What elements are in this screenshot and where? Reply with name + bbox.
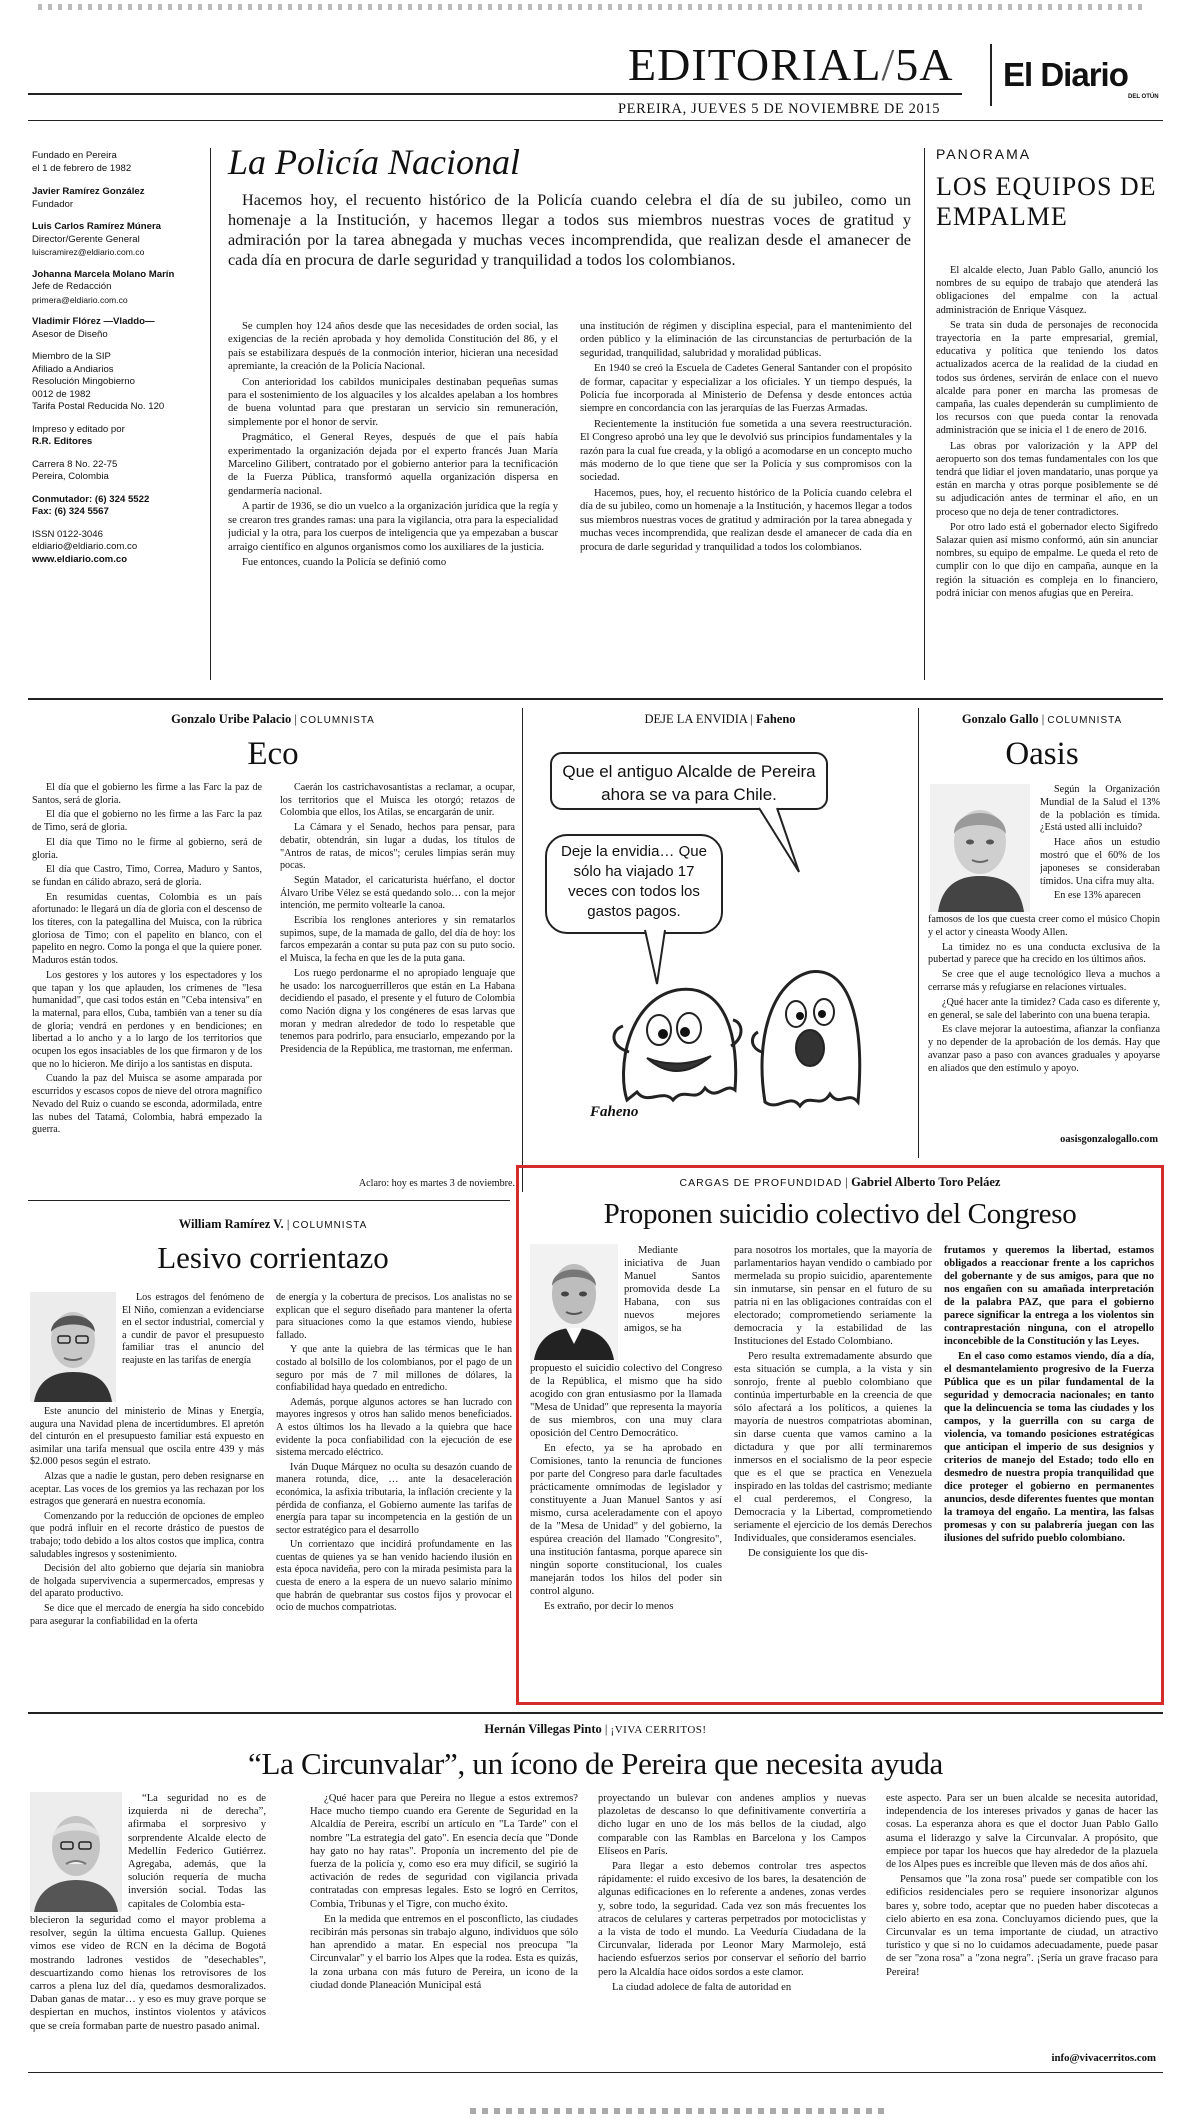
paragraph: La Cámara y el Senado, hechos para pensar, para debatir, obtendrán, sin lugar a dudas, los títulos de "Antros de ratas, de micos"; cerules limpias serán muy pocas. (280, 822, 515, 872)
author-name: Gonzalo Gallo (961, 712, 1039, 726)
cartoon-signature: Faheno (590, 1104, 639, 1120)
cartoon-author: Faheno (755, 712, 796, 726)
eco-col-2 (280, 782, 515, 1174)
staff-person (32, 186, 202, 211)
paragraph: ¿Qué hacer para que Pereira no llegue a estos extremos? Hace mucho tiempo cuando era Gerente de Seguridad en la Alcaldía de Pereira, escribí un artículo en "La Tarde" con el nombre "La estrategia del gato". En esencia decía que "Donde hay gato no hay ratas". Proponía un incremento del pie de fuerza de la policía y, como eso era muy difícil, se sugirió la activación de redes de seguridad con vigilancia privada contratadas con empresas legales. Esto se logró en Cerritos, Combia, Tribunas y el Tigre, con mucho éxito. (310, 1793, 578, 1910)
circunvalar-byline: Hernán Villegas Pinto | ¡VIVA CERRITOS! (484, 1722, 707, 1736)
oasis-website[interactable]: oasisgonzalogallo.com (1060, 1134, 1158, 1145)
staff-box (32, 150, 202, 566)
page-number: 5A (895, 39, 954, 90)
staff-person (32, 221, 202, 259)
paragraph: este aspecto. Para ser un buen alcalde se necesita autoridad, independencia de los intereses privados y ganas de hacer las cosas. La esperanza ahora es que el doctor Juan Pablo Gallo asuma el liderazgo y salve la Circunvalar. A propósito, que empiece por tapar los huecos que hay alrededor de la plazuela de los Alpes pues es increíble que lleven más de dos años ahí. (886, 1793, 1158, 1871)
cartoon-heading: DEJE LA ENVIDIA (644, 712, 748, 726)
top-perforation (38, 4, 1148, 10)
paragraph: Caerán los castrichavosantistas a reclamar, a ocupar, los territorios que el Muisca les otorgó; retazos de Colombia que ellos, los Atilas, se encargarán de unir. (280, 782, 515, 819)
panorama-body (936, 264, 1158, 679)
paragraph: Iván Duque Márquez no oculta su desazón cuando de manera rotunda, dice, … ante la desaceleración económica, la asfixia tributaria, la inflación creciente y la pérdida de confianza, el Gobierno aumente las tarifas de energía para tapar su incompetencia en la gestión de un sector estratégico para el desarrollo (276, 1461, 512, 1536)
bottom-rule (28, 2072, 1163, 2073)
author-name: Hernán Villegas Pinto (484, 1722, 602, 1736)
circunvalar-col-4 (886, 1792, 1158, 2052)
membership-line: Resolución Mingobierno (32, 376, 135, 387)
cargas-col-2 (734, 1244, 932, 1698)
paragraph: Además, porque algunos actores se han lucrado con mayores ingresos y otros han salido menos beneficiados. A estos últimos los ha llevado a la quiebra que hace evidente la poca confiabilidad con la ejecución de ese sistema mercado eléctrico. (276, 1396, 512, 1459)
printing-line: Impreso y editado por (32, 423, 125, 435)
contact-email[interactable]: eldiario@eldiario.com.co (32, 541, 138, 552)
author-name: William Ramírez V. (178, 1217, 284, 1231)
paragraph: “La seguridad no es de izquierda ni de derecha”, afirmaba el sorpresivo y sorprendente Alcalde electo de Medellín Federico Gutiérrez. Agregaba, además, que la solución requería de mucha inversión social. Todas las capitales de Colombia esta- (128, 1793, 266, 1910)
lesivo-byline: William Ramírez V. | COLUMNISTA (178, 1217, 368, 1231)
paragraph: Cuando la paz del Muisca se asome amparada por escurridos y escasos copos de nieve del otrora magnífico Nevado del Ruiz o cuando se esconda, adormilada, entre las nubes del Tatamá, Colombia, habrá empezado la guerra. (32, 1073, 262, 1136)
membership-line: 0012 de 1982 (32, 388, 91, 400)
contact (32, 494, 202, 519)
paragraph: Según Matador, el caricaturista huérfano, el doctor Álvaro Uribe Vélez se está quedando solo… con la mejor intención, me permito voltearle la canoa. (280, 874, 515, 912)
masthead-rule-bottom (28, 120, 1163, 121)
cartoon-divider-left (522, 708, 523, 1192)
author-name: Gabriel Alberto Toro Peláez (851, 1175, 1001, 1189)
staff-email[interactable]: primera@eldiario.com.co (32, 294, 128, 305)
paragraph: En el caso como estamos viendo, día a día, el desmantelamiento progresivo de la Fuerza Pública que es un pilar fundamental de la seguridad y democracia nacionales; en tanto que la delincuencia se toma las ciudades y los campos, y la guerrilla con su carga de violencia, va tomando posiciones estratégicas que anticipan el imperio de sus designios y criterios de manejo del Estado; todo ello en desmedro de nuestra propia tranquilidad que dice proteger el gobierno en permanentes anuncios, desde diferentes fuentes que montan la tramoya del engaño. La mentira, las falsas promesas y con su palabrería juegan con las ilusiones del sufrido pueblo colombiano. (944, 1351, 1154, 1544)
section-title (628, 40, 953, 90)
paragraph: de energía y la cobertura de precisos. Los analistas no se explican que el seguro diseñado para mantener la oferta para situaciones como la que estamos viendo, hubiese fallado. (276, 1292, 512, 1341)
paragraph: Se cree que el auge tecnológico lleva a muchos a cerrarse más y refugiarse en relaciones virtuales. (928, 969, 1160, 993)
author-role: COLUMNISTA (1047, 715, 1123, 726)
ghost-left-illustration (607, 960, 747, 1110)
staff-name: Javier Ramírez González (32, 186, 145, 197)
editorial-col-1 (228, 320, 558, 675)
paragraph: Este anuncio del ministerio de Minas y Energía, augura una Navidad plena de incertidumbres. El apretón del cinturón en el presupuesto familiar está expuesto en asimilar una tarifa mensual que oscila entre 439 y más $2.000 pesos según el estrato. (30, 1406, 264, 1468)
paragraph: Fue entonces, cuando la Policía se definió como (242, 556, 447, 568)
paragraph: Hace años un estudio mostró que el 60% de los japoneses se consideraban tímidos. Una cifra muy alta. (1040, 837, 1160, 887)
staff-person (32, 269, 202, 307)
oasis-beside-photo (1040, 784, 1160, 912)
circunvalar-col-3 (598, 1792, 866, 2064)
oasis-body (928, 914, 1160, 1134)
printing (32, 424, 202, 449)
eco-footnote: Aclaro: hoy es martes 3 de noviembre. (358, 1178, 515, 1189)
paragraph: Los ruego perdonarme el no apropiado lenguaje que he usado: los narcoguerrilleros que están en La Habana decidiendo el pasado, el presente y el futuro de Colombia como Nación digna y los congéneres de esas larvas que moran y medran alrededor de todo lo respetable que tenemos para podrirlo, para ensuciarlo, empezando por la Presidencia de la República, me trastornan, me enferman. (280, 967, 515, 1056)
staff-role: Jefe de Redacción (32, 281, 112, 292)
staff-name: Luis Carlos Ramírez Múnera (32, 221, 162, 232)
lesivo-author-photo (30, 1292, 116, 1402)
section-rule-2 (28, 1200, 510, 1201)
paragraph: El alcalde electo, Juan Pablo Gallo, anunció los nombres de su equipo de trabajo que atenderá las obligaciones del empalme con la actual administración de Enrique Vásquez. (936, 265, 1158, 316)
staff-divider (210, 148, 211, 680)
paragraph: para nosotros los mortales, que la mayoría de parlamentarios hayan vendido o cambiado por mermelada su propio suicidio, aparentemente sin inmutarse, sin pensar en el futuro de su patria ni en las obligaciones contraídas con el electorado; comprometiendo seriamente la democracia y la estabilidad de las Instituciones del Estado Colombiano. (734, 1245, 932, 1347)
panorama-kicker: PANORAMA (936, 146, 1032, 162)
masthead-rule-top (28, 93, 962, 95)
website-link[interactable]: www.eldiario.com.co (32, 553, 128, 565)
editorial-title: La Policía Nacional (228, 142, 520, 182)
paragraph: El día que Castro, Timo, Correa, Maduro y Santos, se fundan en cálido abrazo, será de gloria. (32, 864, 262, 888)
ghost-right-illustration (750, 952, 870, 1112)
brand-logo: El Diario (1003, 56, 1128, 93)
paragraph: La ciudad adolece de falta de autoridad en (612, 1981, 792, 1993)
lesivo-title: Lesivo corrientazo (157, 1240, 389, 1275)
paragraph: Comenzando por la reducción de opciones de empleo que podrá influir en el recorte drástico de puestos de trabajo; todo debido a los altos costos que implica, contra saludables ingresos y sostenimiento. (30, 1510, 264, 1560)
membership (32, 351, 202, 414)
paragraph: Las obras por valorización y la APP del aeropuerto son dos temas fundamentales con los que tendrá que lidiar el joven mandatario, unas porque ya están en marcha y otras porque posiblemente se dé su adjudicación antes de terminar el año, en un proceso que no deja de tener contradictores. (936, 440, 1158, 518)
paragraph: En 1940 se creó la Escuela de Cadetes General Santander con el propósito de formar, capacitar y especializar a los oficiales. Y un tiempo después, la Policía fue incorporada al Ministerio de Defensa y desde entonces actúa siempre en concordancia con las jerarquías de las Fuerzas Armadas. (580, 363, 912, 415)
staff-role: Director/Gerente General (32, 233, 140, 245)
paragraph: una institución de régimen y disciplina especial, para el mantenimiento del orden público y la eliminación de las circunstancias de perturbación de la seguridad, tranquilidad, salubridad y moralidad públicas. (580, 321, 912, 359)
cartoon-divider-right (918, 708, 919, 1158)
address-line: Carrera 8 No. 22-75 (32, 458, 118, 470)
eco-title: Eco (247, 736, 299, 772)
paragraph: En la medida que entremos en el posconflicto, las ciudades recibirán más personas sin trabajo alguno, individuos que sólo han aprendido a matar. En especial nos preocupa "la Circunvalar" y el barrio los Alpes que la rodea. Esta es quizás, la zona urbana con más futuro de Pereira, un icono de la ciudad donde Planeación Municipal está (310, 1913, 578, 1991)
paragraph: Es extraño, por decir lo menos (544, 1601, 674, 1612)
paragraph: Escribía los renglones anteriores y sin rematarlos supimos, supe, de la mamada de gallo, del día de hoy: los farcos empezarán a contar su puta paz con su puto socio. el Muisca, la fecha en que les de la puta gana. (280, 915, 515, 965)
brand-sub: DEL OTÚN (1128, 94, 1159, 100)
circunvalar-email[interactable]: info@vivacerritos.com (1051, 2052, 1156, 2064)
masthead (28, 0, 1163, 120)
paragraph: El día que Timo no le firme al gobierno, será de gloria. (32, 836, 262, 861)
editorial-lead: Hacemos hoy, el recuento histórico de la Policía cuando celebra el día de su jubileo, como un homenaje a la Institución, y hacemos llegar a todos sus miembros nuestras voces de gratitud y admiración por la tarea abnegada y muchas veces incomprendida, que realizan desde el amanecer de cada día en procura de darle seguridad y tranquilidad a todos los colombianos. (228, 191, 911, 269)
paragraph: Alzas que a nadie le gustan, pero deben resignarse en aceptar. Las voces de los gremios ya las rechazan por los estragos que generará en nuestra economía. (30, 1470, 264, 1508)
paragraph: Decisión del alto gobierno que dejaría sin maniobra de holgada supervivencia a supermercados, empresas y del aparato productivo. (30, 1563, 264, 1600)
paragraph: Por otro lado está el gobernador electo Sigifredo Salazar quien así mismo conformó, aún sin anunciar nombres, su equipo de empalme. Le queda el reto de cumplir con lo que dijo en campaña, aunque en la región la situación es compleja en lo financiero, podrá iniciar con menos afugias que en Pereira. (936, 521, 1158, 599)
circunvalar-title: “La Circunvalar”, un ícono de Pereira que necesita ayuda (247, 1746, 943, 1781)
paragraph: ¿Qué hacer ante la timidez? Cada caso es diferente y, en general, se sale del laberinto con una buena terapia. (928, 996, 1160, 1021)
cartoon-frame (545, 732, 895, 1147)
section-rule-3 (28, 1712, 1163, 1714)
paragraph: frutamos y queremos la libertad, estamos obligados a reaccionar frente a los caprichos del gobernante y de sus amigos, para que no nos engañen con su amañada interpretación de la palabra PAZ, que para el gobierno parece significar la entrega a los violentos sin contraprestación ninguna, con el atropello inconcebible de la Constitución y las Leyes. (944, 1245, 1154, 1347)
oasis-title: Oasis (1005, 736, 1079, 772)
membership-line: Miembro de la SIP (32, 351, 111, 362)
author-role: COLUMNISTA (300, 715, 375, 726)
paragraph: En efecto, ya se ha aprobado en Comisiones, tanto la renuncia de funciones por parte del Congreso para darle facultades prácticamente omnímodas de legislador y constituyente a Juan Manuel Santos y así mismo, cursa aceleradamente con el apoyo de la "Mesa de Unidad" y del gobierno, la espúrea creación del llamado "Congresito", una institución fantasma, porque aparece sin ningún soporte constitucional, los cuales manejarán todos los hilos del poder sin control alguno. (530, 1443, 722, 1597)
cargas-kicker: CARGAS DE PROFUNDIDAD (679, 1177, 843, 1189)
paragraph: Con anterioridad los cabildos municipales destinaban pequeñas sumas para el sostenimiento de los alguaciles y los alcaldes apelaban a los hombres de buena voluntad para que prestaran un servicio sin remuneración, simplemente por el honor de servir. (228, 376, 558, 428)
paragraph: famosos de los que cuesta creer como el músico Chopin y el actor y cineasta Woody Allen. (928, 914, 1160, 938)
cargas-col-3 (944, 1244, 1154, 1698)
paragraph: El día que el gobierno les firme a las Farc la paz de Santos, será de gloria. (32, 782, 262, 806)
cartoon-bubble-2: Deje la envidia… Que sólo ha viajado 17 veces con todos los gastos pagos. (545, 834, 723, 934)
membership-line: Tarifa Postal Reducida No. 120 (32, 401, 165, 412)
lesivo-col-1 (30, 1406, 264, 1722)
lesivo-beside-photo (122, 1292, 264, 1404)
paragraph: Hacemos, pues, hoy, el recuento histórico de la Policía cuando celebra el día de su jubileo, como un homenaje a la Institución, y hacemos llegar a todos sus miembros nuestras voces de gratitud y admiración por la tarea abnegada y muchas veces incomprendida, que realizan desde el amanecer de cada día en procura de darle seguridad y tranquilidad a todos los colombianos. (580, 487, 912, 553)
paragraph: Pensamos que "la zona rosa" puede ser compatible con los edificios residenciales pero se requiere insonorizar algunos bares y, sobre todo, aceptar que no pueden haber discotecas a cielo abierto en esa zona. Concluyamos diciendo pues, que la Circunvalar es un tema importante de ciudad, un atractivo turístico y que si no lo cuidamos adecuadamente, puede pasar de ser "zona rosa" a "zona negra". ¡Sería un grave fracaso para Pereira! (886, 1874, 1158, 1978)
paragraph: La timidez no es una conducta exclusiva de la pubertad y parece que ha crecido en los últimos años. (928, 941, 1160, 966)
oasis-byline: Gonzalo Gallo | COLUMNISTA (961, 712, 1123, 726)
masthead-vertical-rule (990, 44, 992, 106)
eco-col-1 (32, 782, 262, 1192)
section-separator: / (881, 39, 896, 90)
cartoon-bubble-1: Que el antiguo Alcalde de Pereira ahora se va para Chile. (550, 752, 828, 810)
eco-byline: Gonzalo Uribe Palacio | COLUMNISTA (171, 712, 375, 726)
circunvalar-author-photo (30, 1792, 122, 1912)
author-role: COLUMNISTA (292, 1220, 368, 1231)
staff-email[interactable]: luiscramirez@eldiario.com.co (32, 247, 145, 257)
cargas-title: Proponen suicidio colectivo del Congreso (603, 1198, 1077, 1230)
staff-role: Fundador (32, 198, 74, 210)
fax: Fax: (6) 324 5567 (32, 506, 109, 517)
author-name: Gonzalo Uribe Palacio (171, 712, 292, 726)
paragraph: propuesto el suicidio colectivo del Congreso de la República, el mismo que ha sido acogido con gran entusiasmo por la llamada "Mesa de Unidad" que representa la mayoría de sus miembros, con una muy clara oposición del Centro Democrático. (530, 1363, 722, 1439)
membership-line: Afiliado a Andiarios (32, 363, 114, 375)
staff-person (32, 316, 202, 341)
paragraph: Pero resulta extremadamente absurdo que esta situación se cumpla, a la vista y sin sonrojo, frente al pueblo colombiano que continúa imperturbable en la creencia de que sólo afectará a los políticos, a quienes la mayoría de nuestros compatriotas abominan, sin darse cuenta que vamos camino a la dictadura y que por allí terminaremos inmersos en el socialismo de la peor especie que es el que se practica en Venezuela inspirado en las toldas del castrismo; mediante el cual perderemos, el Congreso, la Democracia y la Libertad, comprometiendo seriamente el ejercicio de los demás Derechos Individuales, que consideramos esenciales. (734, 1351, 932, 1544)
paragraph: Pragmático, el General Reyes, después de que el país había experimentado la organización dejada por el experto francés Juan María Marcelino Gilibert, contratado por el gobierno anterior para la tecnificación de la Fuerza Pública, transformó aquella organización dispersa en gendarmería nacional. (228, 432, 558, 497)
paragraph: Según la Organización Mundial de la Salud el 13% de la población es tímida. ¿Está usted allí incluido? (1040, 784, 1160, 834)
staff-name: Vladimir Flórez —Vladdo— (32, 316, 155, 327)
paragraph: Los gestores y los autores y los espectadores y los que tapan y los que aplauden, los crímenes de "lesa humanidad", que casi todos están en "Ceba intensiva" en la maternal, para ellos, Cuba, también van a tener su día de gloria; vendrá en perdones y en bendiciones; en libertad a lo ancho y a lo largo de los territorios que ocupen los egos insaciables de los que firmaron y de los que no lo hicieron. Me dirijo a los santistas en disputa. (32, 969, 262, 1070)
paragraph: En ese 13% aparecen (1054, 890, 1141, 902)
paragraph: Es clave mejorar la autoestima, afianzar la confianza y no depender de la aprobación de los demás. Hay que avanzar paso a paso con avances graduales y apoyarse en aliados que den estímulo y apoyo. (928, 1024, 1160, 1074)
circunvalar-col-1 (30, 1914, 266, 2064)
paragraph: De consiguiente los que dis- (748, 1548, 869, 1559)
cartoon-byline: DEJE LA ENVIDIA | Faheno (644, 712, 796, 726)
dateline: PEREIRA, JUEVES 5 DE NOVIEMBRE DE 2015 (618, 101, 941, 117)
founded-line: Fundado en Pereira (32, 150, 117, 161)
column-name: ¡VIVA CERRITOS! (610, 1724, 707, 1736)
paragraph: Se trata sin duda de personajes de reconocida trayectoria en la parte empresarial, gremial, educativa y política que teniendo los datos actualizados acerca de la realidad de la ciudad en todos sus órdenes, servirán de enlace con el nuevo alcalde para poner en marcha las promesas de campaña, las cuales dependerán su cumplimiento de los recursos con que pueda contar la renovada administración que se inicia el 1 de enero de 2016. (936, 319, 1158, 437)
founded (32, 150, 202, 175)
cargas-byline: CARGAS DE PROFUNDIDAD | Gabriel Alberto Toro Peláez (679, 1175, 1001, 1189)
paragraph: proyectando un bulevar con andenes amplios y nuevas plazoletas de descanso lo que definitivamente convertiría a dicho lugar en uno de los más bellos de la ciudad, algo comparable con las Ramblas en Barcelona y los Campos Elíseos en París. (598, 1793, 866, 1857)
address (32, 459, 202, 484)
staff-role: Asesor de Diseño (32, 328, 108, 340)
circunvalar-beside-photo (128, 1792, 266, 1914)
phone: Conmutador: (6) 324 5522 (32, 493, 150, 505)
editorial-col-2 (580, 320, 912, 675)
address-line: Pereira, Colombia (32, 471, 109, 482)
paragraph: blecieron la seguridad como el mayor problema a resolver, según la última encuesta Gallup. Quienes vimos ese video de RCN en la décima de Bogotá mostrando ladrones vestidos de "desechables", descuartizando como hienas los retrovisores de los carros a plena luz del día, quedamos desmoralizados. Daban ganas de matar… y eso es muy grave porque se despiertan en muchos, instintos violentos y atávicos que se creía formaban parte de nuestro pasado animal. (30, 1915, 266, 2032)
paragraph: En resumidas cuentas, Colombia es un país afortunado: le llegará un día de gloria con el descenso de los títeres, con la pategallina del Muisca, con la rúbrica gloriosa de Timo; con el papelito en blanco, con el papelito en negro. Como la ponga el que la quiere poner. Maduros están todos. (32, 891, 262, 967)
paragraph: El día que el gobierno no les firme a las Farc la paz de Timo, será de gloria. (32, 809, 262, 834)
circunvalar-col-2 (310, 1792, 578, 2064)
paragraph: Un corrientazo que incidirá profundamente en las cuentas de quienes ya se han venido haciendo ilusión en esta época navideña, pero con la mirada pesimista para la cuesta de enero a la espera de un nuevo salario mínimo que habrán de quebrantar sus costos fijos y provocar el ocio de muchos compatriotas. (276, 1539, 512, 1614)
paragraph: Los estragos del fenómeno de El Niño, comienzan a evidenciarse en el sector industrial, comercial y a cundir de pavor el presupuesto familiar tras el anuncio del reajuste en las tarifas de energía (122, 1292, 264, 1366)
paragraph: Para llegar a esto debemos controlar tres aspectos rápidamente: el ruido excesivo de los bares, la desatención de algunas edificaciones en lo referente a andenes, zonas verdes y, sobre todo, la seguridad. Cada vez son más frecuentes los atracos de celulares y carteras perpetrados por motociclistas y a la vista de todo el mundo. La Veeduría Ciudadana de la Circunvalar, liderada por Leonor Mary Marmolejo, está haciendo esfuerzos serios por conservar el señorío del barrio pero la Alcaldía hace oídos sordos a este clamor. (598, 1861, 866, 1978)
paragraph: Se cumplen hoy 124 años desde que las necesidades de orden social, las exigencias de la recién aprobada y hoy demolida Constitución del 86, y el país se estabilizara después de la conmoción interior, hicieran una necesidad apremiante, la creación de la Policía Nacional. (228, 321, 558, 373)
lesivo-col-2 (276, 1292, 512, 1722)
staff-name: Johanna Marcela Molano Marín (32, 268, 175, 280)
panorama-title: LOS EQUIPOS DE EMPALME (936, 172, 1157, 231)
oasis-author-photo (930, 784, 1030, 912)
paragraph: A partir de 1936, se dio un vuelco a la organización jurídica que la regía y se crearon tres grandes ramas: una para la vigilancia, otra para la especialidad judicial y la otra, para los cuerpos de inteligencia que ya empezaban a buscar arraigo científico en algunos organismos como los auxiliares de la justicia. (228, 501, 558, 553)
issn-web (32, 529, 202, 567)
cargas-beside-photo (624, 1244, 720, 1362)
paragraph: Recientemente la institución fue sometida a una severa reestructuración. El Congreso aprobó una ley que le devolvió sus principios fundamentales y la razón para la cual fue creada, y la obligó a acomodarse en un concepto mucho más moderno de lo que tiene que ser la Policía y sus compromisos con la sociedad. (580, 418, 912, 484)
bubble-1-tail (755, 806, 805, 876)
cargas-author-photo (530, 1244, 618, 1360)
section-rule-1 (28, 698, 1163, 700)
printing-line: R.R. Editores (32, 436, 93, 447)
cargas-col-1 (530, 1362, 722, 1698)
panorama-divider (924, 148, 925, 680)
issn: ISSN 0122-3046 (32, 528, 103, 540)
bottom-perforation (470, 2108, 890, 2114)
paragraph: Mediante iniciativa de Juan Manuel Santos promovida desde La Habana, con sus nuevos mejores amigos, se ha (624, 1245, 720, 1334)
paragraph: Se dice que el mercado de energía ha sido concebido para asegurar la confiabilidad en la oferta (30, 1602, 264, 1627)
founded-line: el 1 de febrero de 1982 (32, 162, 132, 174)
section-name: EDITORIAL (628, 39, 882, 90)
paragraph: Y que ante la quiebra de las térmicas que le han costado al bolsillo de los colombianos, por el pago de un seguro por más de 7 mil millones de dólares, la confiabilidad haya quedado en entredicho. (276, 1344, 512, 1394)
